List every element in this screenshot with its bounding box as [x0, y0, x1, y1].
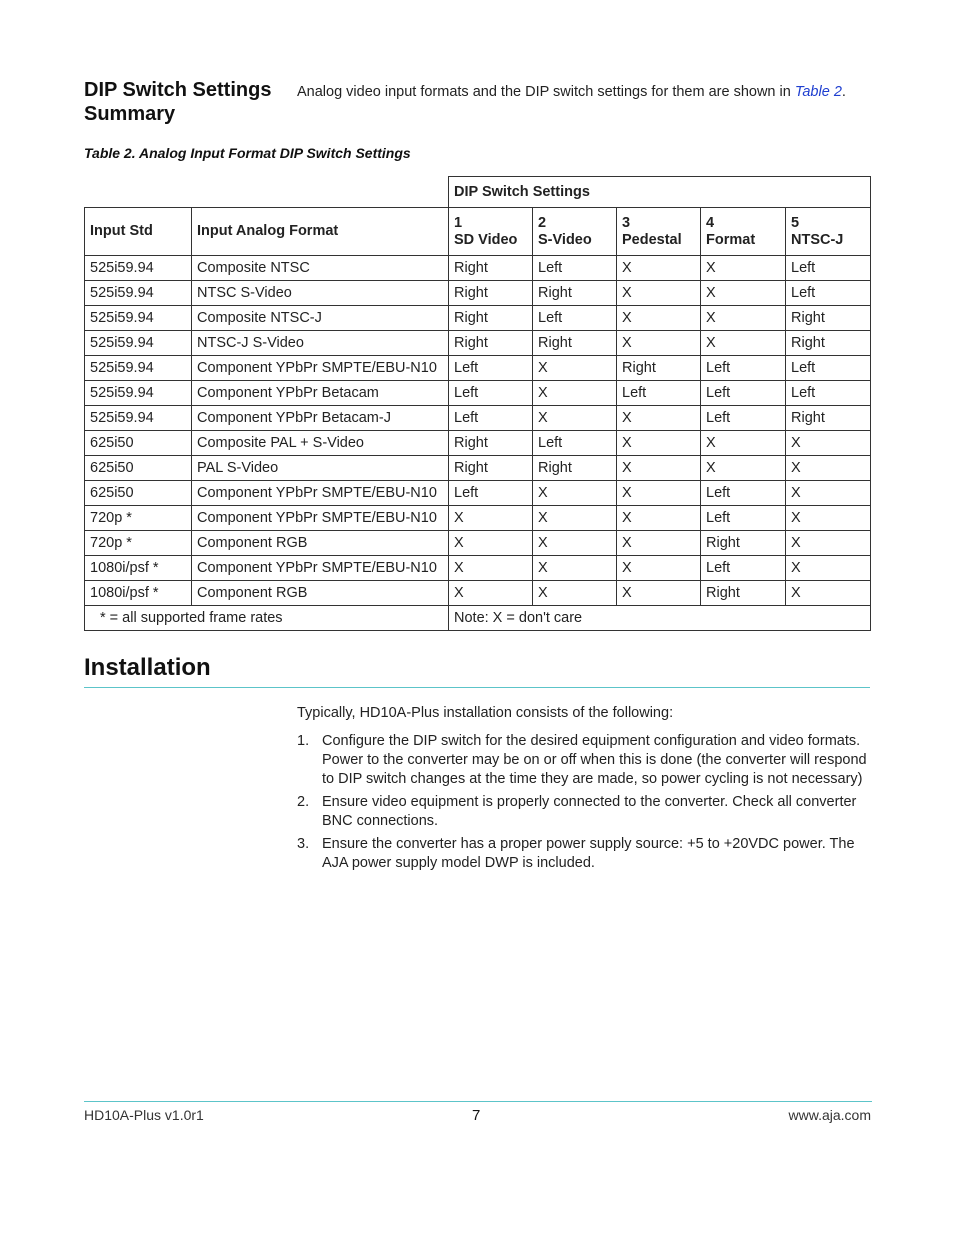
- table-cell: 525i59.94: [85, 256, 192, 281]
- table-cell: Component YPbPr SMPTE/EBU-N10: [192, 481, 449, 506]
- table-cell: X: [617, 406, 701, 431]
- column-header: [617, 208, 701, 256]
- footer-doc-id: HD10A-Plus v1.0r1: [84, 1107, 204, 1123]
- table-cell: Left: [786, 356, 871, 381]
- table-cell: 625i50: [85, 456, 192, 481]
- table-cell: X: [617, 431, 701, 456]
- table-cell: X: [533, 356, 617, 381]
- column-number: 1: [454, 214, 463, 231]
- table-cell: NTSC S-Video: [192, 281, 449, 306]
- column-header: [85, 208, 192, 256]
- table-cell: 1080i/psf *: [85, 581, 192, 606]
- installation-heading: Installation: [84, 654, 211, 681]
- table-cell: Component RGB: [192, 581, 449, 606]
- table-cell: X: [786, 456, 871, 481]
- table-cell: Right: [786, 306, 871, 331]
- heading-divider: [84, 687, 870, 688]
- list-item: [297, 793, 872, 831]
- column-header: [192, 208, 449, 256]
- column-label: Input Analog Format: [197, 223, 339, 239]
- table-cell: X: [449, 581, 533, 606]
- table-cell: Left: [786, 256, 871, 281]
- table-cell: PAL S-Video: [192, 456, 449, 481]
- table-row: [85, 456, 871, 481]
- installation-steps: [297, 732, 872, 877]
- step-number: 3.: [297, 836, 310, 852]
- dip-switch-table: [84, 176, 871, 631]
- column-header: [449, 208, 533, 256]
- intro-text: Analog video input formats and the DIP switch settings for them are shown in: [297, 84, 791, 100]
- table-cell: 525i59.94: [85, 356, 192, 381]
- footer-divider: [84, 1101, 872, 1102]
- table-cell: X: [617, 456, 701, 481]
- table-cell: Left: [701, 381, 786, 406]
- table-cell: Right: [449, 331, 533, 356]
- table-row: [85, 281, 871, 306]
- table-cell: X: [617, 581, 701, 606]
- table-cell: 525i59.94: [85, 306, 192, 331]
- table-cell: Right: [617, 356, 701, 381]
- table-cell: X: [617, 306, 701, 331]
- table-cell: Left: [449, 481, 533, 506]
- table-cell: Right: [533, 331, 617, 356]
- table-cell: Right: [449, 256, 533, 281]
- table-caption: Table 2. Analog Input Format DIP Switch Settings: [84, 145, 411, 161]
- table-cell: Left: [449, 356, 533, 381]
- table-cell: X: [617, 531, 701, 556]
- table-cell: X: [617, 556, 701, 581]
- table-cell: Left: [701, 406, 786, 431]
- table-cell: Right: [786, 406, 871, 431]
- table-cell: 720p *: [85, 506, 192, 531]
- table-cell: Right: [449, 306, 533, 331]
- column-label: Format: [706, 231, 756, 248]
- table-cell: 525i59.94: [85, 281, 192, 306]
- table-cell: Right: [533, 281, 617, 306]
- table-cell: Left: [533, 306, 617, 331]
- table-corner: [85, 177, 449, 208]
- table-row: [85, 406, 871, 431]
- column-number: 3: [622, 214, 631, 231]
- table-cell: X: [701, 431, 786, 456]
- table-cell: 525i59.94: [85, 406, 192, 431]
- column-header: [786, 208, 871, 256]
- step-text: Configure the DIP switch for the desired equipment configuration and video formats. Power to the converter may be on or off when this is done (the converter will respond to DIP switch changes at the time they are made, so power cycling is not necessary): [322, 733, 867, 787]
- table-cell: X: [617, 481, 701, 506]
- step-text: Ensure video equipment is properly connected to the converter. Check all converter BNC connections.: [322, 794, 857, 829]
- footnote-right: Note: X = don't care: [449, 606, 871, 631]
- table-cell: X: [533, 531, 617, 556]
- table-cell: Composite PAL + S-Video: [192, 431, 449, 456]
- table-cell: 525i59.94: [85, 331, 192, 356]
- table-row: [85, 331, 871, 356]
- table-cell: Component YPbPr SMPTE/EBU-N10: [192, 506, 449, 531]
- section-intro: [297, 84, 846, 100]
- table-cell: X: [533, 381, 617, 406]
- table-cell: Composite NTSC: [192, 256, 449, 281]
- table-cell: X: [786, 506, 871, 531]
- column-number: 2: [538, 214, 547, 231]
- column-header: [701, 208, 786, 256]
- table-cell: Component YPbPr Betacam-J: [192, 406, 449, 431]
- list-item: [297, 732, 872, 789]
- column-label: SD Video: [454, 231, 518, 248]
- table-cell: Left: [701, 556, 786, 581]
- table-cell: Component YPbPr SMPTE/EBU-N10: [192, 356, 449, 381]
- table-cell: Left: [701, 506, 786, 531]
- column-label: NTSC-J: [791, 231, 844, 248]
- table-cell: Left: [449, 406, 533, 431]
- table-cell: 525i59.94: [85, 381, 192, 406]
- table-cell: Right: [786, 331, 871, 356]
- table-cell: X: [786, 431, 871, 456]
- table-cell: X: [786, 581, 871, 606]
- table-cell: X: [617, 281, 701, 306]
- table-cell: Right: [701, 581, 786, 606]
- installation-intro: Typically, HD10A-Plus installation consists of the following:: [297, 705, 674, 721]
- column-header: [533, 208, 617, 256]
- table-cell: 625i50: [85, 481, 192, 506]
- table-cell: X: [786, 481, 871, 506]
- table-link[interactable]: Table 2: [794, 84, 842, 100]
- step-number: 1.: [297, 733, 310, 749]
- column-number: 5: [791, 214, 800, 231]
- table-cell: Component RGB: [192, 531, 449, 556]
- footnote-left: * = all supported frame rates: [85, 606, 449, 631]
- table-cell: NTSC-J S-Video: [192, 331, 449, 356]
- table-cell: Left: [449, 381, 533, 406]
- table-cell: X: [701, 256, 786, 281]
- table-cell: Left: [786, 281, 871, 306]
- table-cell: Right: [533, 456, 617, 481]
- table-row: [85, 531, 871, 556]
- table-cell: X: [617, 331, 701, 356]
- table-cell: X: [617, 506, 701, 531]
- table-cell: Left: [786, 381, 871, 406]
- table-cell: X: [533, 581, 617, 606]
- table-cell: 1080i/psf *: [85, 556, 192, 581]
- table-cell: Left: [701, 356, 786, 381]
- table-cell: X: [701, 306, 786, 331]
- table-row: [85, 581, 871, 606]
- table-cell: 720p *: [85, 531, 192, 556]
- table-cell: X: [701, 281, 786, 306]
- table-cell: Composite NTSC-J: [192, 306, 449, 331]
- page-number: 7: [472, 1107, 481, 1124]
- table-cell: Component YPbPr Betacam: [192, 381, 449, 406]
- table-cell: X: [449, 531, 533, 556]
- column-label: Input Std: [90, 223, 153, 239]
- list-item: [297, 835, 872, 873]
- table-row: [85, 256, 871, 281]
- table-cell: Right: [449, 281, 533, 306]
- table-row: [85, 356, 871, 381]
- table-cell: Left: [617, 381, 701, 406]
- step-text: Ensure the converter has a proper power supply source: +5 to +20VDC power. The AJA power supply model DWP is included.: [322, 836, 855, 871]
- column-number: 4: [706, 214, 715, 231]
- table-cell: X: [786, 531, 871, 556]
- table-cell: X: [449, 506, 533, 531]
- table-cell: X: [701, 331, 786, 356]
- table-cell: Right: [449, 456, 533, 481]
- section-heading: DIP Switch Settings Summary: [84, 79, 272, 125]
- table-cell: X: [449, 556, 533, 581]
- table-cell: Left: [701, 481, 786, 506]
- table-cell: Left: [533, 431, 617, 456]
- column-label: Pedestal: [622, 231, 682, 248]
- table-row: [85, 381, 871, 406]
- table-cell: X: [533, 406, 617, 431]
- table-row: [85, 556, 871, 581]
- table-row: [85, 506, 871, 531]
- table-cell: X: [533, 481, 617, 506]
- footer-website[interactable]: www.aja.com: [788, 1107, 871, 1123]
- column-label: S-Video: [538, 231, 592, 248]
- table-cell: X: [786, 556, 871, 581]
- table-row: [85, 481, 871, 506]
- table-row: [85, 306, 871, 331]
- table-cell: Right: [701, 531, 786, 556]
- table-cell: X: [533, 556, 617, 581]
- table-cell: 625i50: [85, 431, 192, 456]
- table-row: [85, 431, 871, 456]
- step-number: 2.: [297, 794, 310, 810]
- table-cell: Right: [449, 431, 533, 456]
- table-cell: Left: [533, 256, 617, 281]
- group-header: DIP Switch Settings: [449, 177, 871, 208]
- intro-end: .: [841, 84, 846, 100]
- table-cell: X: [533, 506, 617, 531]
- table-cell: X: [701, 456, 786, 481]
- table-cell: X: [617, 256, 701, 281]
- table-cell: Component YPbPr SMPTE/EBU-N10: [192, 556, 449, 581]
